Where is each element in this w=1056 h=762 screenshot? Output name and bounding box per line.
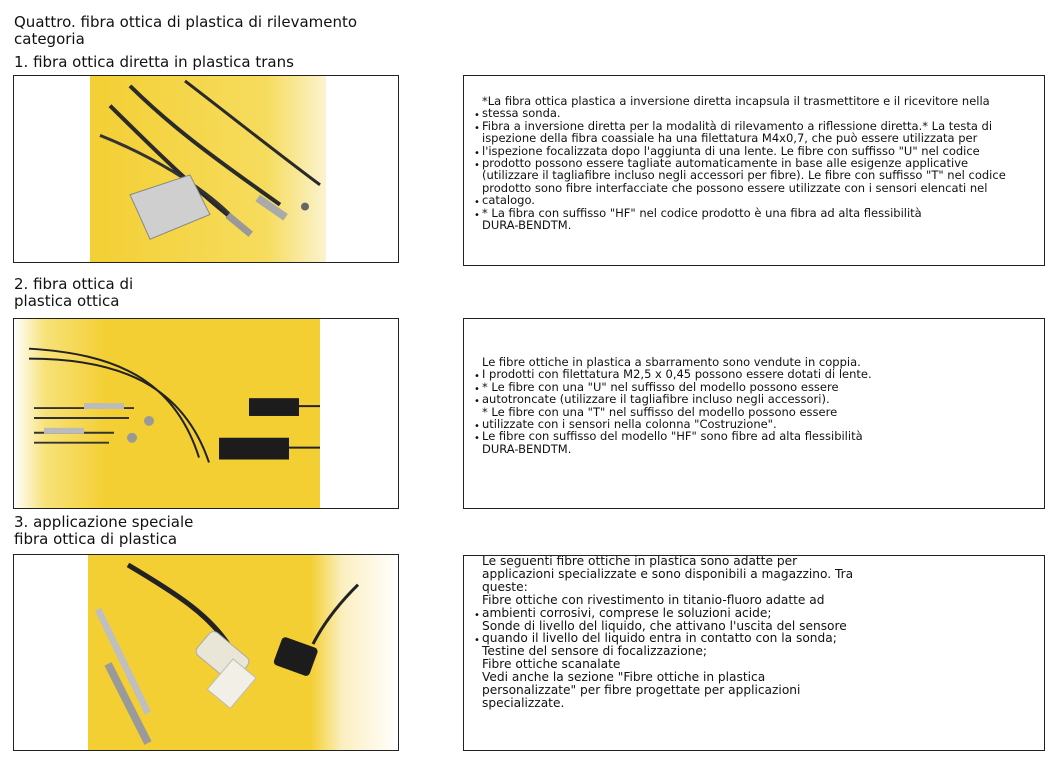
description-box-opposed xyxy=(463,318,1045,509)
description-box-reflective xyxy=(463,75,1045,266)
text-line: Fibre ottiche con rivestimento in titanio-fluoro adatte ad xyxy=(482,592,825,607)
bullet-line: • prodotto possono essere tagliate automaticamente in base alle esigenze applicative xyxy=(474,157,1034,169)
bullet-line: • Le fibre con suffisso del modello "HF" sono fibre ad alta flessibilità xyxy=(474,430,1034,442)
description-text xyxy=(474,356,1034,455)
heading-special-application: 3. applicazione speciale fibra ottica di plastica xyxy=(14,513,194,548)
bullet-line: • catalogo. xyxy=(474,194,1034,206)
text-line: Testine del sensore di focalizzazione; xyxy=(482,644,707,659)
text-line: Le seguenti fibre ottiche in plastica sono adatte per xyxy=(482,555,798,568)
bullet-line: • ambienti corrosivi, comprese le soluzioni acide; xyxy=(474,607,1034,620)
heading-direct-reflective: 1. fibra ottica diretta in plastica trans xyxy=(14,53,294,71)
text-line: queste: xyxy=(482,579,528,594)
text-line: applicazioni specializzate e sono disponibili a magazzino. Tra xyxy=(482,566,854,581)
text-line: Le fibre ottiche in plastica a sbarramento sono vendute in coppia. xyxy=(482,355,861,369)
bullet-line: • * La fibra con suffisso "HF" nel codice prodotto è una fibra ad alta flessibilità xyxy=(474,207,1034,219)
bullet-line: • * Le fibre con una "U" nel suffisso del modello possono essere xyxy=(474,381,1034,393)
description-box-special-application xyxy=(463,555,1045,751)
bullet-line: • autotroncate (utilizzare il tagliafibre incluso negli accessori). xyxy=(474,393,1034,405)
bullet-line: • utilizzate con i sensori nella colonna "Costruzione". xyxy=(474,418,1034,430)
bullet-line: • stessa sonda. xyxy=(474,107,1034,119)
text-line: specializzate. xyxy=(482,695,565,710)
text-line: prodotto sono fibre interfacciate che possono essere utilizzate con i sensori elencati nel xyxy=(482,180,988,195)
bullet-line: • l'ispezione focalizzata dopo l'aggiunta di una lente. Le fibre con suffisso "U" nel codice xyxy=(474,145,1034,157)
text-line: *La fibra ottica plastica a inversione diretta incapsula il trasmettitore e il ricevitore nella xyxy=(482,94,990,108)
section-title-line: categoria xyxy=(14,30,85,48)
text-line: * Le fibre con una "T" nel suffisso del modello possono essere xyxy=(482,404,838,419)
text-line: DURA-BENDTM. xyxy=(482,441,572,456)
text-line: personalizzate" per fibre progettate per applicazioni xyxy=(482,683,801,698)
section-title xyxy=(14,14,357,48)
bullet-line: • Fibra a inversione diretta per la modalità di rilevamento a riflessione diretta.* La testa di xyxy=(474,120,1034,132)
text-line: ispezione della fibra coassiale ha una filettatura M4x0,7, che può essere utilizzata per xyxy=(482,131,978,146)
heading-opposed: 2. fibra ottica di plastica ottica xyxy=(14,275,134,310)
bullet-line: • quando il livello del liquido entra in contatto con la sonda; xyxy=(474,632,1034,645)
description-text xyxy=(474,95,1034,231)
text-line: DURA-BENDTM. xyxy=(482,218,572,233)
text-line: Vedi anche la sezione "Fibre ottiche in plastica xyxy=(482,670,766,685)
special-application-fiber-photo xyxy=(88,555,398,750)
text-line: Fibre ottiche scanalate xyxy=(482,657,621,672)
image-box-opposed xyxy=(13,318,399,509)
description-text xyxy=(474,555,1034,710)
opposed-fiber-pair-photo xyxy=(14,319,320,508)
image-box-reflective xyxy=(13,75,399,263)
section-title-line: Quattro. fibra ottica di plastica di rilevamento xyxy=(14,13,358,31)
image-box-special-application xyxy=(13,554,399,751)
reflective-fiber-photo xyxy=(90,76,326,262)
text-line: Sonde di livello del liquido, che attivano l'uscita del sensore xyxy=(482,618,847,633)
text-line: (utilizzare il tagliafibre incluso negli accessori per fibre). Le fibre con suffisso "T" nel codice xyxy=(482,168,1006,183)
bullet-line: • I prodotti con filettatura M2,5 x 0,45 possono essere dotati di lente. xyxy=(474,368,1034,380)
